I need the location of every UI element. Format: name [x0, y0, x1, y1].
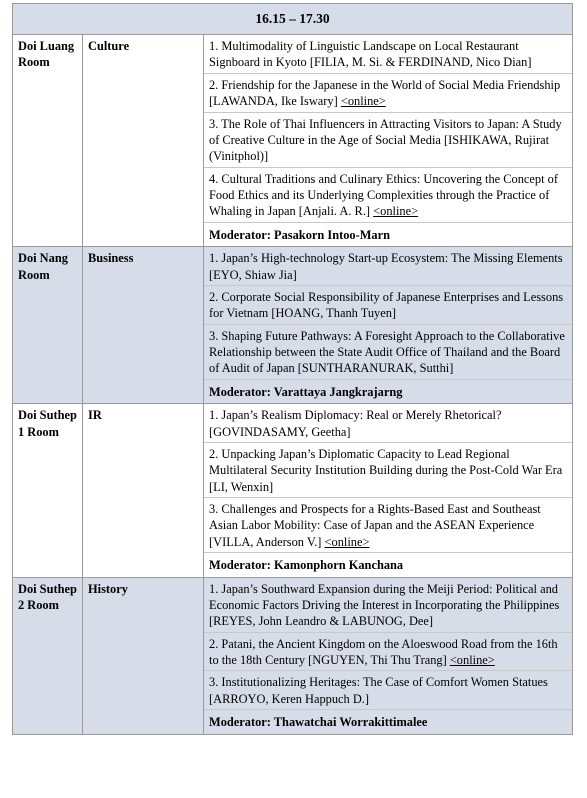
divider: [204, 497, 572, 498]
paper-entry: [209, 289, 567, 324]
online-tag[interactable]: <online>: [449, 653, 495, 667]
divider: [204, 632, 572, 633]
paper-entry: [209, 501, 567, 552]
paper-list: [204, 577, 573, 734]
room-name: Doi Suthep 1 Room: [13, 404, 83, 577]
room-name: Doi Suthep 2 Room: [13, 577, 83, 734]
paper-entry: [209, 446, 567, 497]
moderator-label: Moderator: Varattaya Jangkrajarng: [209, 384, 403, 399]
online-tag[interactable]: <online>: [373, 204, 419, 219]
divider: [204, 167, 572, 168]
paper-entry: [209, 250, 567, 285]
moderator-label: Moderator: Kamonphorn Kanchana: [209, 558, 404, 573]
divider: [204, 222, 572, 223]
paper-title: 4. Cultural Traditions and Culinary Ethics: Uncovering the Concept of Food Ethics and its Underlying Complexities through the Practice of Whaling in Japan [Anjali. A. R.]: [209, 171, 558, 219]
paper-title: 1. Multimodality of Linguistic Landscape on Local Restaurant Signboard in Kyoto [FILIA, M. Si. & FERDINAND, Nico Dian]: [209, 39, 532, 70]
paper-entry: [209, 674, 567, 709]
schedule-body: [13, 35, 573, 735]
divider: [204, 379, 572, 380]
paper-entry: [209, 328, 567, 379]
divider: [204, 670, 572, 671]
divider: [204, 709, 572, 710]
track-name: IR: [83, 404, 204, 577]
session-row: [13, 577, 573, 734]
time-slot-header: 16.15 – 17.30: [13, 4, 573, 35]
divider: [204, 442, 572, 443]
divider: [204, 285, 572, 286]
paper-list: [204, 35, 573, 247]
online-tag[interactable]: <online>: [324, 534, 370, 549]
paper-title: 3. Institutionalizing Heritages: The Case of Comfort Women Statues [ARROYO, Keren Happuch D.]: [209, 675, 548, 706]
paper-entry: [209, 116, 567, 167]
paper-title: 2. Patani, the Ancient Kingdom on the Aloeswood Road from the 16th to the 18th Century [NGUYEN, Thi Thu Trang]: [209, 636, 558, 667]
paper-title: 2. Corporate Social Responsibility of Japanese Enterprises and Lessons for Vietnam [HOANG, Thanh Tuyen]: [209, 289, 564, 321]
session-row: [13, 404, 573, 577]
paper-title: 1. Japan’s Southward Expansion during the Meiji Period: Political and Economic Factors Driving the Interest in Incorporating the Philippines [REYES, John Leandro & LABUNOG, Dee]: [209, 581, 560, 629]
paper-title: 2. Friendship for the Japanese in the World of Social Media Friendship [LAWANDA, Ike Iswary]: [209, 77, 561, 109]
paper-entry: [209, 581, 567, 632]
paper-title: 3. Challenges and Prospects for a Rights-Based East and Southeast Asian Labor Mobility: Case of Japan and the ASEAN Experience [VILLA, Anderson V.]: [209, 502, 541, 549]
moderator-label: Moderator: Pasakorn Intoo-Marn: [209, 227, 391, 242]
room-name: Doi Luang Room: [13, 35, 83, 247]
divider: [204, 112, 572, 113]
moderator-label: Moderator: Thawatchai Worrakittimalee: [209, 715, 428, 730]
room-name: Doi Nang Room: [13, 247, 83, 404]
track-name: Culture: [83, 35, 204, 247]
paper-list: [204, 247, 573, 404]
paper-title: 2. Unpacking Japan’s Diplomatic Capacity to Lead Regional Multilateral Security Institution Building during the Post-Cold War Era [LI, Wenxin]: [209, 446, 563, 494]
paper-title: 3. Shaping Future Pathways: A Foresight Approach to the Collaborative Relationship between the State Audit Office of Thailand and the Board of Audit of Japan [SUNTHARANURAK, Sutthi]: [209, 328, 565, 376]
track-name: History: [83, 577, 204, 734]
schedule-table: [12, 3, 573, 735]
session-row: [13, 35, 573, 247]
paper-title: 3. The Role of Thai Influencers in Attracting Visitors to Japan: A Study of Creative Culture in the Age of Social Media [ISHIKAWA, Rujirat (Vinitphol)]: [209, 116, 562, 164]
paper-entry: [209, 171, 567, 222]
divider: [204, 73, 572, 74]
paper-title: 1. Japan’s Realism Diplomacy: Real or Merely Rhetorical? [GOVINDASAMY, Geetha]: [209, 408, 502, 439]
paper-entry: [209, 407, 567, 442]
paper-entry: [209, 38, 567, 73]
paper-list: [204, 404, 573, 577]
divider: [204, 324, 572, 325]
divider: [204, 552, 572, 553]
paper-title: 1. Japan’s High-technology Start-up Ecosystem: The Missing Elements [EYO, Shiaw Jia]: [209, 251, 563, 282]
session-row: [13, 247, 573, 404]
paper-entry: [209, 636, 567, 671]
online-tag[interactable]: <online>: [340, 94, 386, 109]
paper-entry: [209, 77, 567, 112]
track-name: Business: [83, 247, 204, 404]
